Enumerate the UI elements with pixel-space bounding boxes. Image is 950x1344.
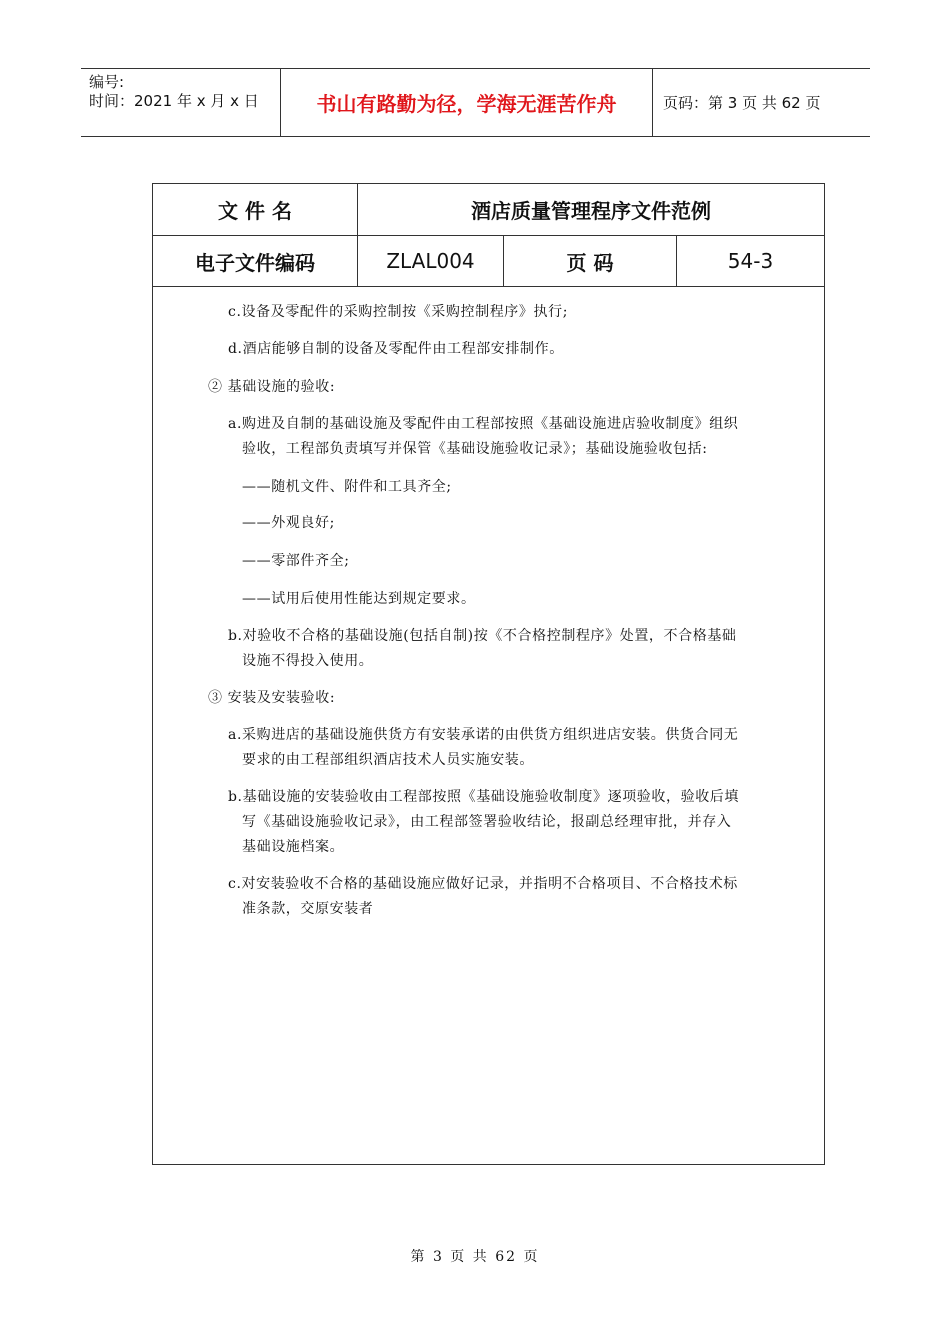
page-header: [81, 68, 870, 137]
content-line: ——外观良好;: [242, 515, 335, 531]
content-line: 基础设施档案。: [242, 839, 345, 855]
code-label: 电子文件编码: [195, 250, 315, 275]
file-name-label: 文 件 名: [218, 199, 292, 223]
page-label: 页 码: [503, 236, 676, 286]
code-value: ZLAL004: [357, 236, 503, 286]
content-line: c.设备及零配件的采购控制按《采购控制程序》执行;: [228, 304, 569, 320]
time-label: 时间：2021 年 x 月 x 日: [89, 92, 259, 110]
number-label: 编号:: [89, 73, 125, 91]
content-line: 写《基础设施验收记录》，由工程部签署验收结论，报副总经理审批，并存入: [242, 814, 732, 830]
file-name-row: [153, 184, 824, 236]
content-line: b.基础设施的安装验收由工程部按照《基础设施验收制度》逐项验收，验收后填: [228, 789, 740, 805]
content-line: a.购进及自制的基础设施及零配件由工程部按照《基础设施进店验收制度》组织: [228, 416, 739, 432]
content-line: a.采购进店的基础设施供货方有安装承诺的由供货方组织进店安装。供货合同无: [228, 727, 739, 743]
content-line: ③ 安装及安装验收:: [208, 690, 336, 706]
content-line: ——零部件齐全;: [242, 553, 350, 569]
document-table: [152, 183, 825, 1165]
content-line: b.对验收不合格的基础设施(包括自制)按《不合格控制程序》处置，不合格基础: [228, 628, 737, 644]
code-row: [153, 236, 824, 287]
header-meta: [81, 69, 281, 136]
content-line: 要求的由工程部组织酒店技术人员实施安装。: [242, 752, 534, 768]
content-line: d.酒店能够自制的设备及零配件由工程部安排制作。: [228, 341, 564, 357]
content-line: c.对安装验收不合格的基础设施应做好记录，并指明不合格项目、不合格技术标: [228, 876, 738, 892]
content-line: 准条款，交原安装者: [242, 901, 374, 917]
content-line: ② 基础设施的验收:: [208, 379, 336, 395]
header-motto: 书山有路勤为径，学海无涯苦作舟: [281, 69, 653, 136]
header-page-info: 页码：第 3 页 共 62 页: [663, 94, 821, 112]
page-footer: 第 3 页 共 62 页: [410, 1249, 540, 1265]
content-line: ——试用后使用性能达到规定要求。: [242, 591, 476, 607]
page-value: 54-3: [676, 236, 824, 286]
content-line: 验收，工程部负责填写并保管《基础设施验收记录》；基础设施验收包括:: [242, 441, 708, 457]
content-line: ——随机文件、附件和工具齐全;: [242, 479, 452, 495]
file-name-value: 酒店质量管理程序文件范例: [357, 184, 824, 235]
content-line: 设施不得投入使用。: [242, 653, 374, 669]
